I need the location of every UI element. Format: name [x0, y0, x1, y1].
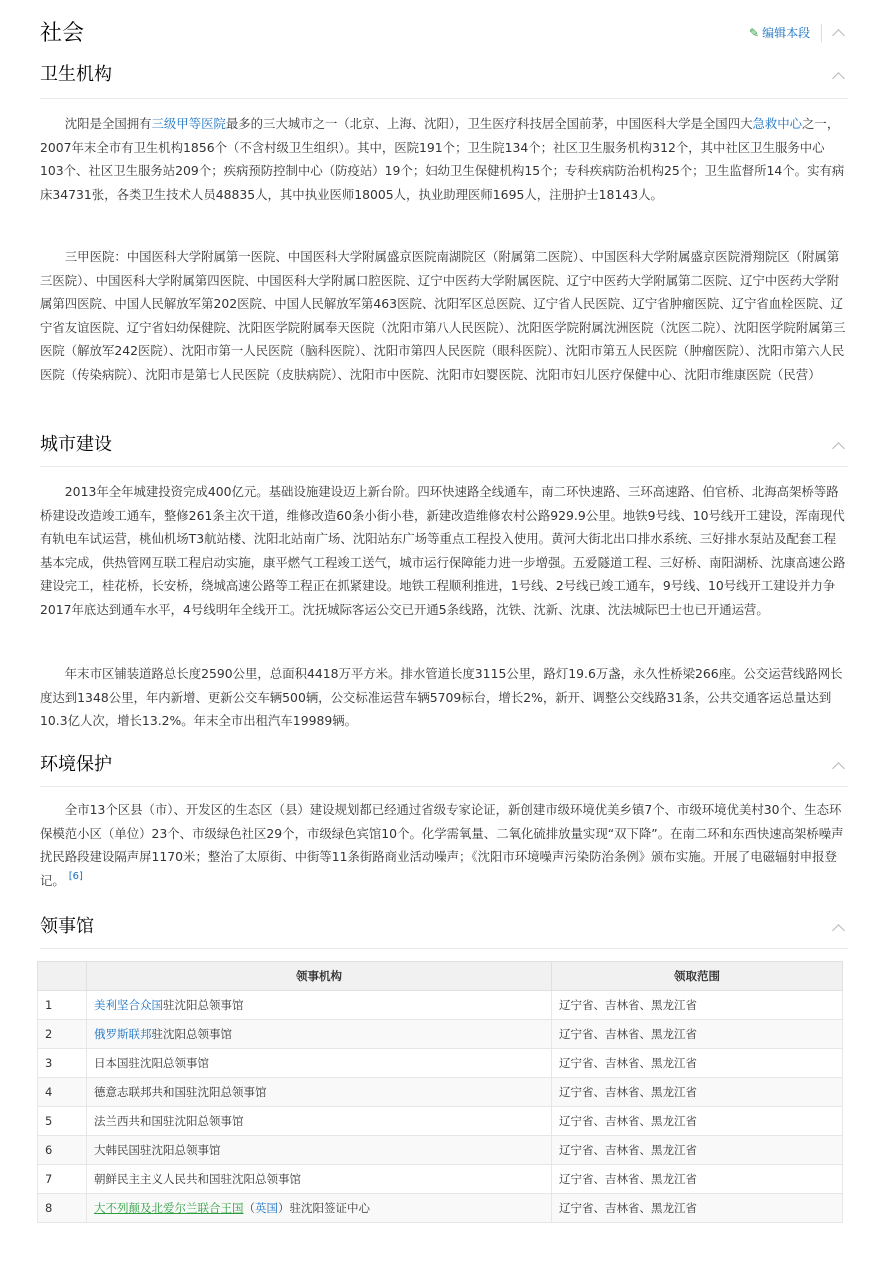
- text: 全市13个区县（市）、开发区的生态区（县）建设规划都已经通过省级专家论证，新创建市级环境优美乡镇7个、市级环境优美村30个、生态环保模范小区（单位）23个、市级绿色社区29个，市级绿色宾馆10个。化学需氧量、二氧化硫排放量实现“双下降”。在南二环和东西快速高架桥噪声扰民路段建设隔声屏1170米；整治了太原街、中街等11条街路商业活动噪声；《沈阳市环境噪声污染防治条例》颁布实施。开展了电磁辐射申报登记。: [40, 802, 844, 888]
- institution-cell: 朝鲜民主主义人民共和国驻沈阳总领事馆: [87, 1165, 552, 1194]
- row-number: 8: [38, 1194, 87, 1223]
- institution-text: 驻沈阳总领事馆: [151, 1027, 232, 1041]
- table-row: [38, 1165, 843, 1194]
- row-number: 2: [38, 1020, 87, 1049]
- health-paragraph-1: [40, 112, 846, 206]
- scope-cell: 辽宁省、吉林省、黑龙江省: [552, 1049, 843, 1078]
- chevron-up-icon[interactable]: [832, 27, 844, 39]
- text: 最多的三大城市之一（北京、上海、沈阳），卫生医疗科技居全国前茅，中国医科大学是全国四大: [225, 116, 753, 131]
- institution-cell: 日本国驻沈阳总领事馆: [87, 1049, 552, 1078]
- section-header: [0, 0, 878, 68]
- row-number: 3: [38, 1049, 87, 1078]
- institution-text: 驻沈阳总领事馆: [163, 998, 244, 1012]
- chevron-up-icon[interactable]: [832, 440, 844, 452]
- text: 之一，2007年末全市有卫生机构1856个（不含村级卫生组织）。其中，医院191个；卫生院134个；社区卫生服务机构312个，其中社区卫生服务中心103个、社区卫生服务站209个；疾病预防控制中心（防疫站）19个；妇幼卫生保健机构15个；专科疾病防治机构25个；卫生监督所14个。实有病床34731张，各类卫生技术人员48835人，其中执业医师18005人，执业助理医师1695人，注册护士18143人。: [40, 116, 845, 202]
- institution-cell: 法兰西共和国驻沈阳总领事馆: [87, 1107, 552, 1136]
- chevron-up-icon[interactable]: [832, 760, 844, 772]
- institution-text: 驻沈阳签证中心: [289, 1201, 370, 1215]
- consulate-table: [37, 961, 843, 1223]
- subsection-title: 领事馆: [40, 916, 94, 937]
- scope-cell: 辽宁省、吉林省、黑龙江省: [552, 1078, 843, 1107]
- scope-cell: 辽宁省、吉林省、黑龙江省: [552, 991, 843, 1020]
- row-number: 5: [38, 1107, 87, 1136]
- text: 沈阳是全国拥有: [64, 116, 152, 131]
- chevron-up-icon[interactable]: [832, 70, 844, 82]
- scope-cell: 辽宁省、吉林省、黑龙江省: [552, 1107, 843, 1136]
- table-row: [38, 1136, 843, 1165]
- table-header-row: [38, 962, 843, 991]
- scope-cell: 辽宁省、吉林省、黑龙江省: [552, 1194, 843, 1223]
- link-emergency-center[interactable]: 急救中心: [752, 116, 803, 131]
- country-link[interactable]: 大不列颠及北爱尔兰联合王国: [94, 1201, 244, 1215]
- table-row: [38, 1078, 843, 1107]
- table-row: [38, 1020, 843, 1049]
- pencil-icon: ✎: [749, 26, 760, 40]
- reference-link[interactable]: [6]: [68, 870, 83, 882]
- link-top-hospital[interactable]: 三级甲等医院: [151, 116, 226, 131]
- edit-section-button[interactable]: [749, 23, 810, 43]
- table-row: [38, 991, 843, 1020]
- institution-cell: [87, 991, 552, 1020]
- row-number: 6: [38, 1136, 87, 1165]
- subsection-header-consulate: [40, 914, 848, 949]
- subsection-header-health: [40, 62, 848, 99]
- row-number: 1: [38, 991, 87, 1020]
- column-header-institution: 领事机构: [87, 962, 552, 991]
- subsection-header-city: [40, 432, 848, 467]
- table-row: [38, 1049, 843, 1078]
- edit-section-label: 编辑本段: [762, 26, 811, 40]
- subsection-header-environment: [40, 752, 848, 787]
- column-header-scope: 领取范围: [552, 962, 843, 991]
- country-link[interactable]: 俄罗斯联邦: [94, 1027, 152, 1041]
- row-number: 4: [38, 1078, 87, 1107]
- scope-cell: 辽宁省、吉林省、黑龙江省: [552, 1136, 843, 1165]
- institution-cell: [87, 1020, 552, 1049]
- scope-cell: 辽宁省、吉林省、黑龙江省: [552, 1165, 843, 1194]
- institution-cell: 德意志联邦共和国驻沈阳总领事馆: [87, 1078, 552, 1107]
- subsection-title: 环境保护: [40, 754, 112, 775]
- page-title: 社会: [40, 21, 85, 46]
- divider: [821, 24, 822, 42]
- paren-open: （: [243, 1201, 255, 1215]
- subsection-title: 城市建设: [40, 434, 112, 455]
- row-number: 7: [38, 1165, 87, 1194]
- chevron-up-icon[interactable]: [832, 922, 844, 934]
- scope-cell: 辽宁省、吉林省、黑龙江省: [552, 1020, 843, 1049]
- health-paragraph-2: 三甲医院：中国医科大学附属第一医院、中国医科大学附属盛京医院南湖院区（附属第二医院）、中国医科大学附属盛京医院滑翔院区（附属第三医院）、中国医科大学附属第四医院、中国医科大学附属口腔医院、辽宁中医药大学附属医院、辽宁中医药大学附属第二医院、辽宁中医药大学附属第四医院、中国人民解放军第202医院、中国人民解放军第463医院、沈阳军区总医院、辽宁省人民医院、辽宁省肿瘤医院、辽宁省血栓医院、辽宁省友谊医院、辽宁省妇幼保健院、沈阳医学院附属奉天医院（沈阳市第八人民医院）、沈阳医学院附属沈洲医院（沈医二院）、沈阳医学院附属第三医院（解放军242医院）、沈阳市第一人民医院（脑科医院）、沈阳市第四人民医院（眼科医院）、沈阳市第五人民医院（肿瘤医院）、沈阳市第六人民医院（传染病院）、沈阳市是第七人民医院（皮肤病院）、沈阳市中医院、沈阳市妇婴医院、沈阳市妇儿医疗保健中心、沈阳市维康医院（民营）: [40, 249, 846, 382]
- table-row: [38, 1194, 843, 1223]
- column-header-index: [38, 962, 87, 991]
- uk-link[interactable]: 英国: [255, 1201, 278, 1215]
- country-link[interactable]: 美利坚合众国: [94, 998, 163, 1012]
- table-row: [38, 1107, 843, 1136]
- institution-cell: [87, 1194, 552, 1223]
- city-paragraph-1: 2013年全年城建投资完成400亿元。基础设施建设迈上新台阶。四环快速路全线通车，南二环快速路、三环高速路、伯官桥、北海高架桥等路桥建设改造竣工通车，整修261条主次干道，维修改造60条小街小巷，新建改造维修农村公路929.9公里。地铁9号线、10号线开工建设，浑南现代有轨电车试运营，桃仙机场T3航站楼、沈阳北站南广场、沈阳站东广场等重点工程投入使用。黄河大街北出口排水系统、三好排水泵站及配套工程基本完成，供热管网互联工程启动实施，康平燃气工程竣工送气，城市运行保障能力进一步增强。五爱隧道工程、三好桥、南阳湖桥、沈康高速公路建设完工，桂花桥，长安桥，绕城高速公路等工程正在抓紧建设。地铁工程顺利推进，1号线、2号线已竣工通车，9号线、10号线开工建设并力争2017年底达到通车水平，4号线明年全线开工。沈抚城际客运公交已开通5条线路，沈铁、沈新、沈康、沈法城际巴士也已开通运营。: [40, 484, 846, 617]
- environment-paragraph: [40, 798, 846, 892]
- paren-close: ）: [278, 1201, 290, 1215]
- city-paragraph-2: 年末市区铺装道路总长度2590公里，总面积4418万平方米。排水管道长度3115公里，路灯19.6万盏，永久性桥梁266座。公交运营线路网长度达到1348公里，年内新增、更新公交车辆500辆，公交标准运营车辆5709标台，增长2%，新开、调整公交线路31条，公共交通客运总量达到10.3亿人次，增长13.2%。年末全市出租汽车19989辆。: [40, 666, 843, 729]
- subsection-title: 卫生机构: [40, 64, 112, 85]
- institution-cell: 大韩民国驻沈阳总领事馆: [87, 1136, 552, 1165]
